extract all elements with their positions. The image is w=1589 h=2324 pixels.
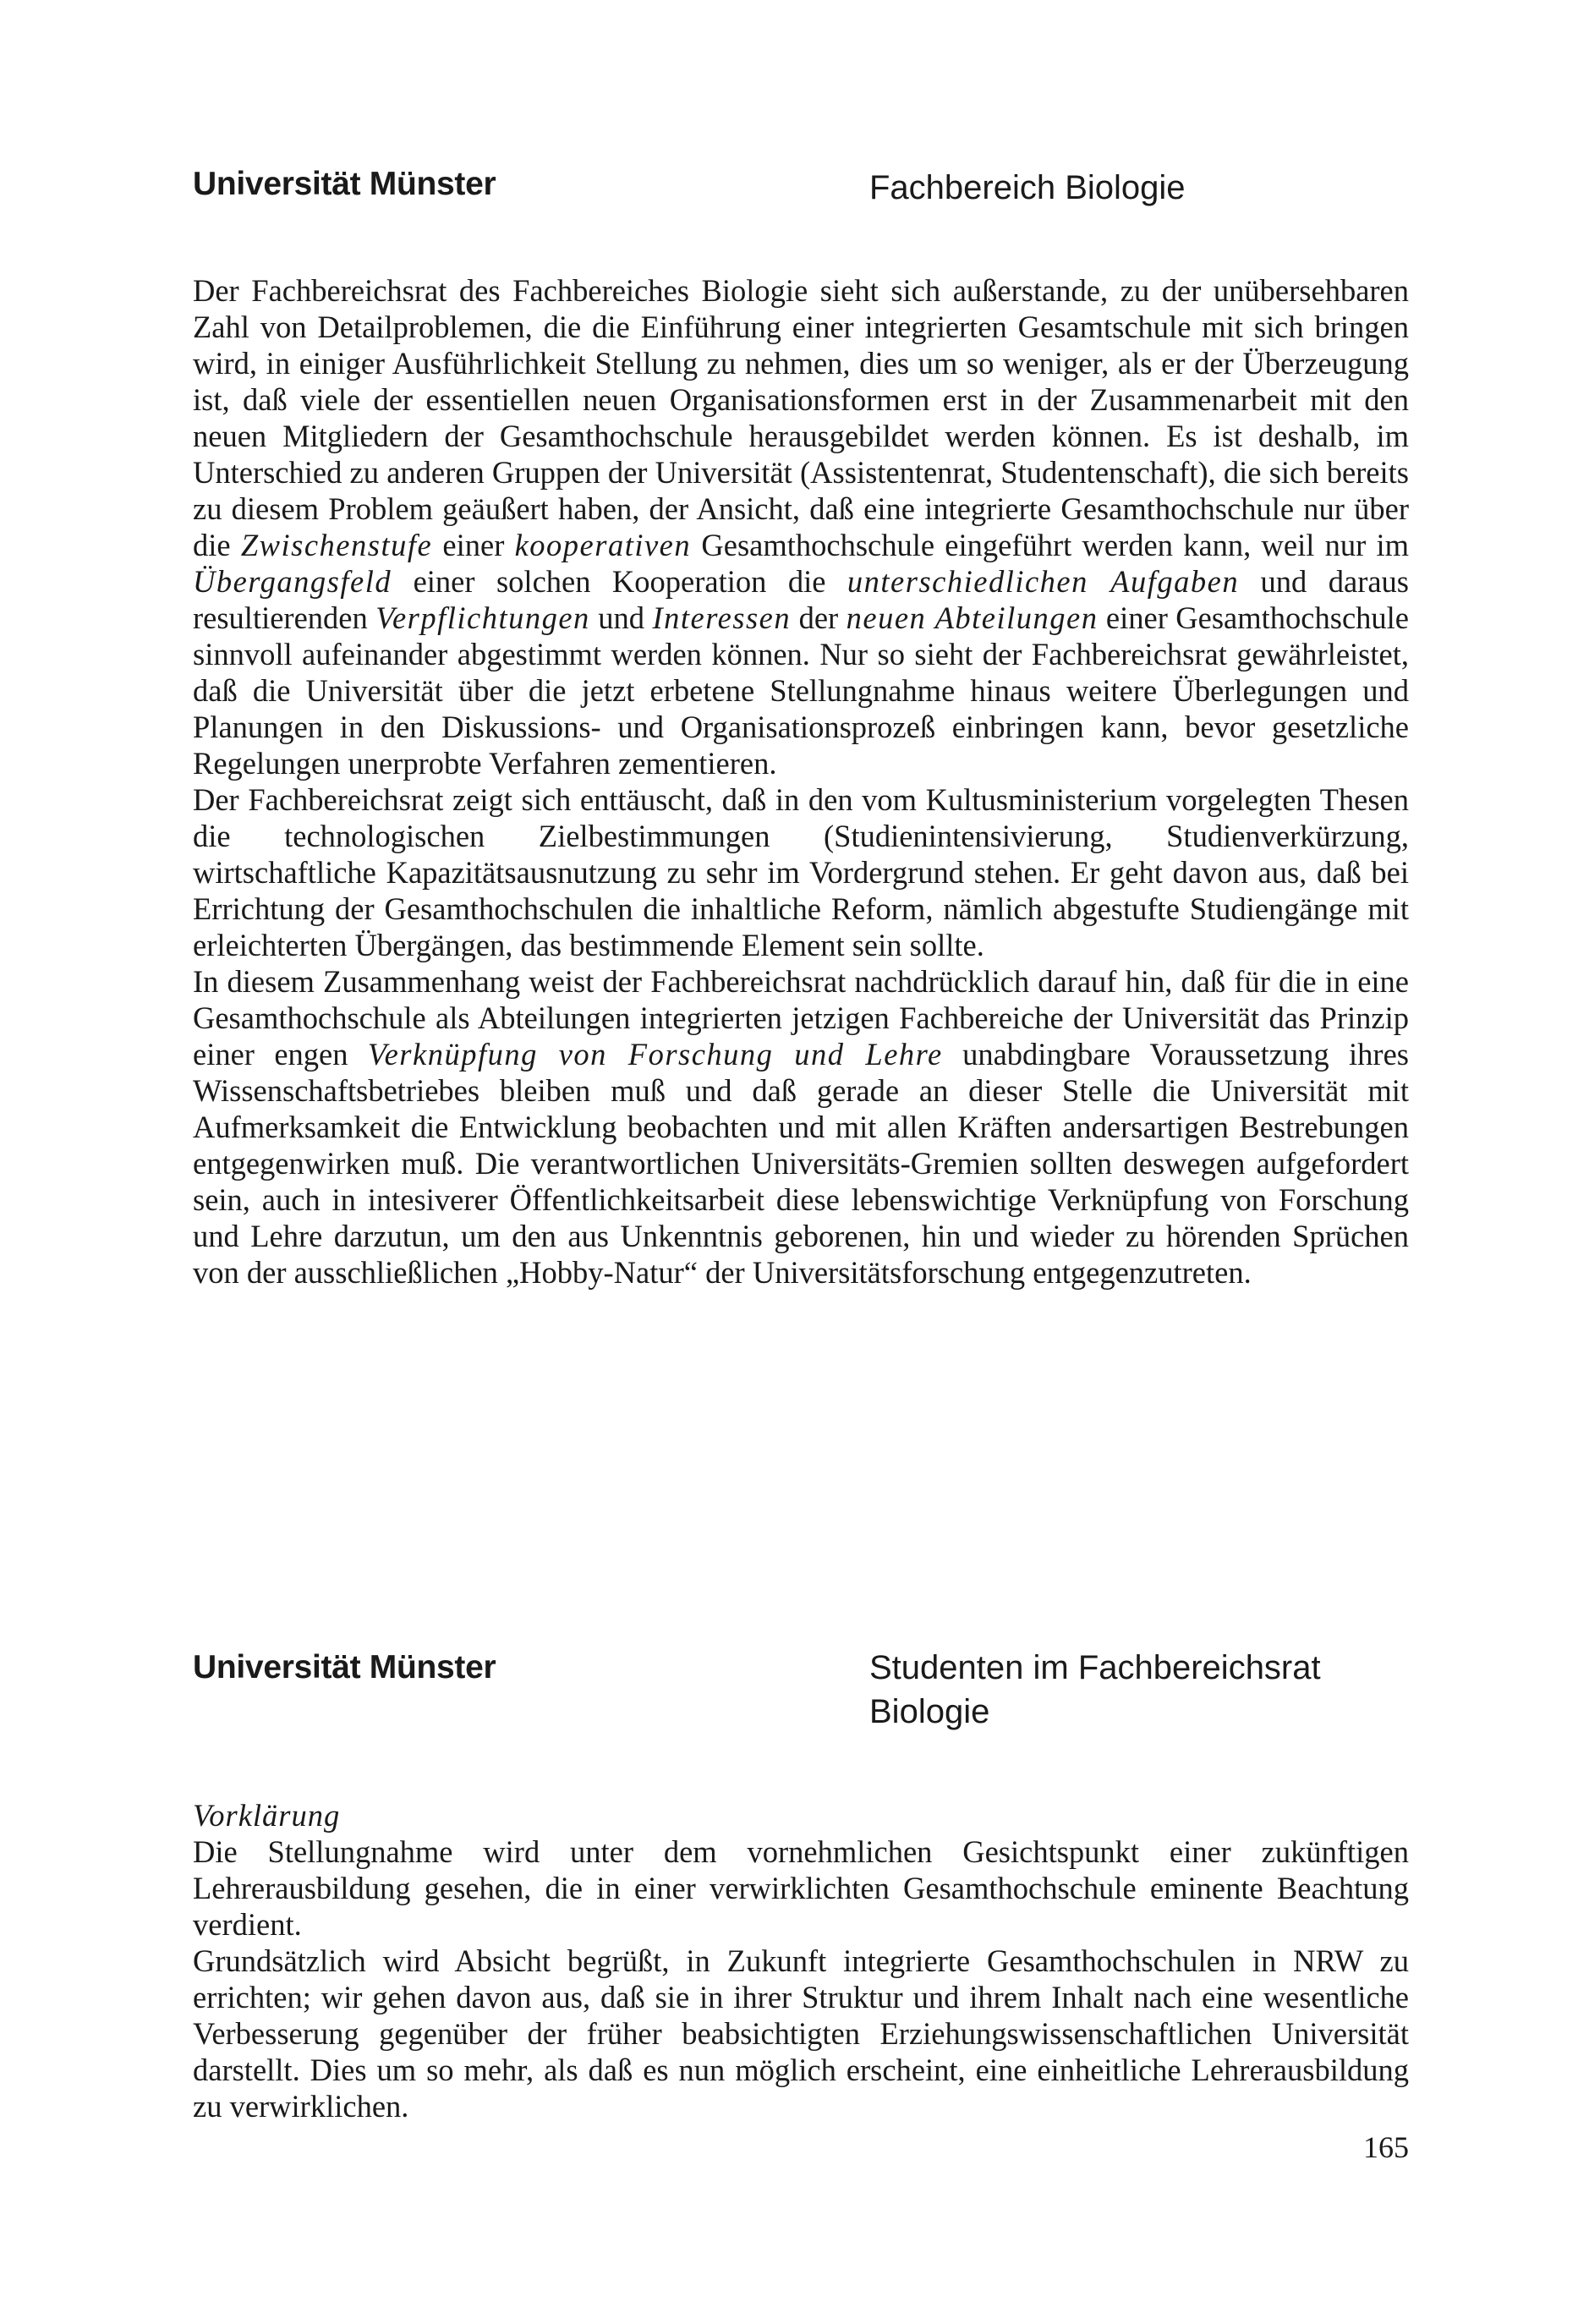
- emphasis: Übergangsfeld: [193, 564, 392, 599]
- emphasis: Verpflichtungen: [375, 600, 590, 635]
- department-title: Fachbereich Biologie: [869, 169, 1186, 206]
- department-title: Studenten im Fachbereichsrat Biologie: [869, 1649, 1321, 1730]
- emphasis: unterschiedlichen Aufgaben: [847, 564, 1240, 599]
- institution-title: Universität Münster: [193, 166, 496, 202]
- subheading: Vorklärung: [193, 1798, 341, 1833]
- paragraph: Grundsätzlich wird Absicht begrüßt, in Zukunft integrierte Gesamthochschulen in NRW zu errichten; wir gehen davon aus, daß sie in ihrer Struktur und ihrem Inhalt nach eine wesentliche Verbesserung gegenüber der früher beabsichtigten Erziehungswissenschaftlichen Universität darstellt. Dies um so mehr, als daß es nun möglich erscheint, eine einheitliche Lehrerausbildung zu verwirklichen.: [193, 1943, 1409, 2124]
- paragraph: In diesem Zusammenhang weist der Fachbereichsrat nachdrücklich darauf hin, daß für die in eine Gesamthochschule als Abteilungen integrierten jetzigen Fachbereiche der Universität das Prinzip einer engen Verknüpfung von Forschung und Lehre unabdingbare Voraussetzung ihres Wissenschaftsbetriebes bleiben muß und daß gerade an dieser Stelle die Universität mit Aufmerksamkeit die Entwicklung beobachten und mit allen Kräften andersartigen Bestrebungen entgegenwirken muß. Die verantwortlichen Universitäts-Gremien sollten deswegen aufgefordert sein, auch in intesiverer Öffentlichkeitsarbeit diese lebenswichtige Verknüpfung von Forschung und Lehre darzutun, um den aus Unkenntnis geborenen, hin und wieder zu hörenden Sprüchen von der ausschließlichen „Hobby-Natur“ der Universitätsforschung entgegenzutreten.: [193, 964, 1409, 1290]
- emphasis: neuen Abteilungen: [846, 600, 1099, 635]
- paragraph: Der Fachbereichsrat zeigt sich enttäuscht, daß in den vom Kultusministerium vorgelegten Thesen die technologischen Zielbestimmungen (Studienintensivierung, Studienverkürzung, wirtschaftliche Kapazitätsausnutzung zu sehr im Vordergrund stehen. Er geht davon aus, daß bei Errichtung der Gesamthochschulen die inhaltliche Reform, nämlich abgestufte Studiengänge mit erleichterten Übergängen, das bestimmende Element sein sollte.: [193, 782, 1409, 962]
- emphasis: Interessen: [652, 600, 792, 635]
- page-number: 165: [1363, 2130, 1409, 2164]
- emphasis: Verknüpfung von Forschung und Lehre: [367, 1037, 943, 1072]
- section-2-body: [193, 1797, 1409, 2124]
- paragraph: Der Fachbereichsrat des Fachbereiches Biologie sieht sich außerstande, zu der unübersehbaren Zahl von Detailproblemen, die die Einführung einer integrierten Gesamtschule mit sich bringen wird, in einiger Ausführlichkeit Stellung zu nehmen, dies um so weniger, als er der Überzeugung ist, daß viele der essentiellen neuen Organisationsformen erst in der Zusammenarbeit mit den neuen Mitgliedern der Gesamthochschule herausgebildet werden können. Es ist deshalb, im Unterschied zu anderen Gruppen der Universität (Assistentenrat, Studentenschaft), die sich bereits zu diesem Problem geäußert haben, der Ansicht, daß eine integrierte Gesamthochschule nur über die Zwischenstufe einer kooperativen Gesamthochschule eingeführt werden kann, weil nur im Übergangsfeld einer solchen Kooperation die unterschiedlichen Aufgaben und daraus resultierenden Verpflichtungen und Interessen der neuen Abteilungen einer Gesamthochschule sinnvoll aufeinander abgestimmt werden können. Nur so sieht der Fachbereichsrat gewährleistet, daß die Universität über die jetzt erbetene Stellungnahme hinaus weitere Überlegungen und Planungen in den Diskussions- und Organisationsprozeß einbringen kann, bevor gesetzliche Regelungen unerprobte Verfahren zementieren.: [193, 273, 1410, 781]
- emphasis: Zwischenstufe: [240, 528, 433, 562]
- emphasis: kooperativen: [514, 528, 692, 562]
- institution-title: Universität Münster: [193, 1649, 496, 1685]
- paragraph: Die Stellungnahme wird unter dem vornehmlichen Gesichtspunkt einer zukünftigen Lehrerausbildung gesehen, die in einer verwirklichten Gesamthochschule eminente Beachtung verdient.: [193, 1834, 1409, 1942]
- section-1-body: [193, 272, 1409, 1291]
